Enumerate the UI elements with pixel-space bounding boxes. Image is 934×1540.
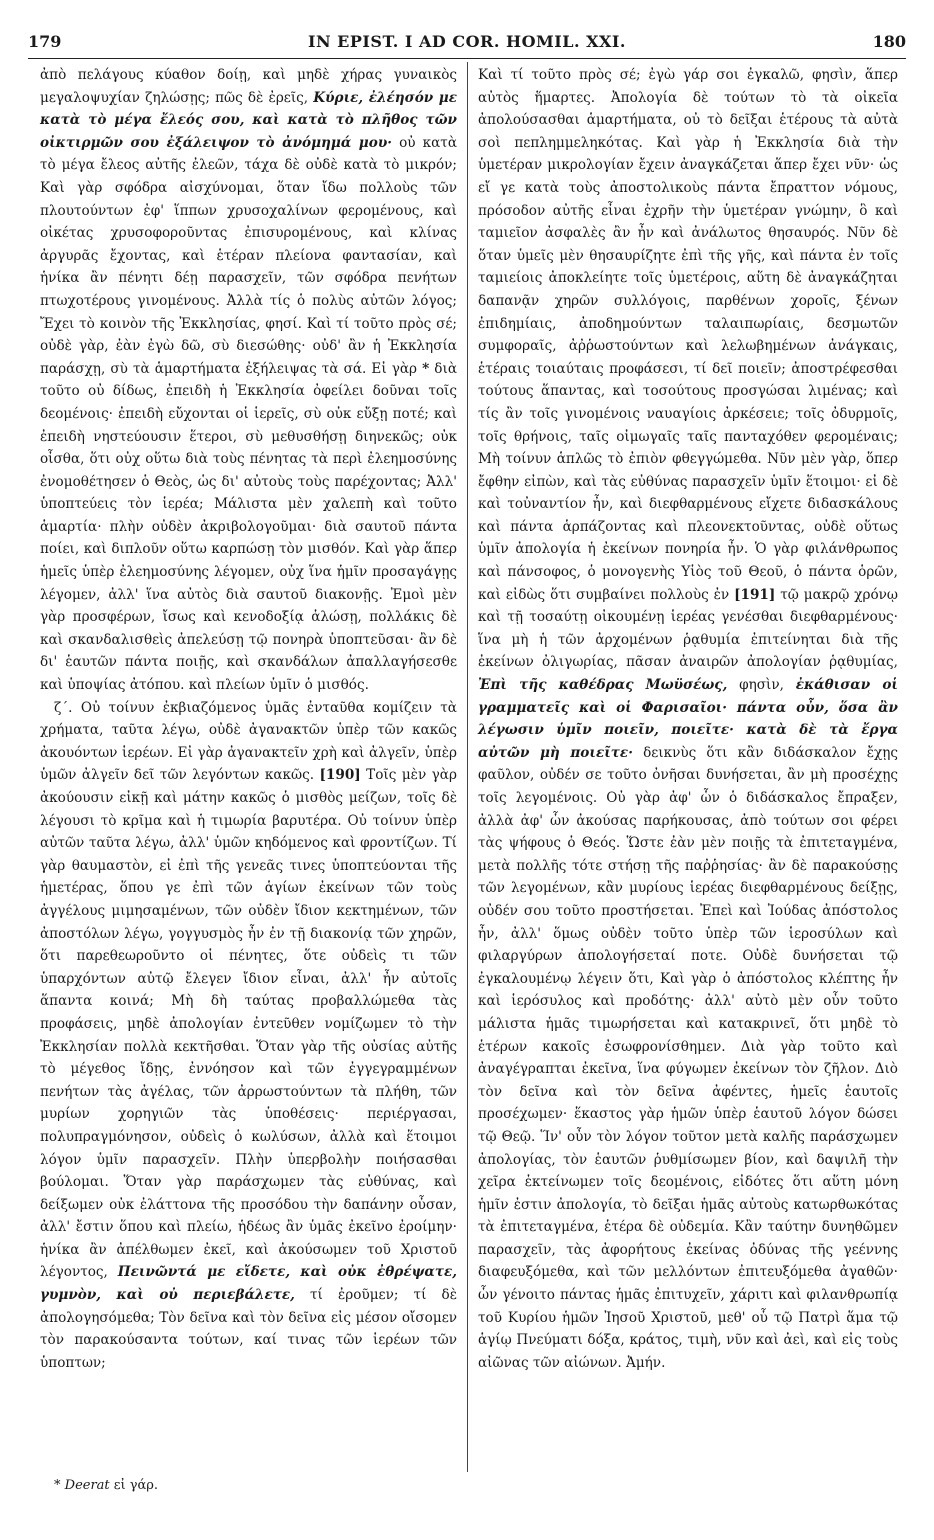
right-column [478, 64, 898, 1374]
text-run: ζ΄. Οὐ τοίνυν ἐκβιαζόμενος ὑμᾶς ἐνταῦθα κομίζειν τὰ χρήματα, ταῦτα λέγω, οὐδὲ ἀγανακτῶν ὑπὲρ τῶν κακῶς ἀκουόντων ἱερέων. Εἰ γὰρ ἀγανακτεῖν χρὴ καὶ ἀλγεῖν, ὑπὲρ ὑμῶν ἀλγεῖν δεῖ τῶν λεγόντων κακῶς. [40, 699, 457, 784]
scripture-quote: Πεινῶντά με εἴδετε, καὶ οὐκ ἐθρέψατε, γυμνὸν, καὶ οὐ περιεβάλετε, [40, 1264, 457, 1304]
text-run: διὰ τοῦτο οὐ δίδως, ἐπειδὴ ἡ Ἐκκλησία ὀφείλει δοῦναι τοῖς δεομένοις· ἐπειδὴ εὔχονται οἱ ἱερεῖς, σὺ οὐκ εὔξῃ ποτέ; καὶ ἐπειδὴ νηστεύουσιν ἕτεροι, σὺ μεθυσθήσῃ διηνεκῶς; οὐκ οἶσθα, ὅτι οὐχ οὕτω διὰ τοὺς πένητας τὰ περὶ ἐλεημοσύνης ἐνομοθέτησεν ὁ Θεὸς, ὡς δι' αὐτοὺς τοὺς παρέχοντας; Ἀλλ' ὑποπτεύεις τὸν ἱερέα; Μάλιστα μὲν χαλεπὴ καὶ τοῦτο ἁμαρτία· πλὴν οὐδὲν ἀκριβολογοῦμαι· διὰ σαυτοῦ πάντα ποίει, καὶ διπλοῦν οὕτω καρπώσῃ τὸν μισθόν. Καὶ γὰρ ἅπερ ἡμεῖς ὑπὲρ ἐλεημοσύνης λέγομεν, οὐχ ἵνα ἡμῖν προσαγάγῃς λέγομεν, ἀλλ' ἵνα αὐτὸς διὰ σαυτοῦ διακονῇς. Ἐμοὶ μὲν γὰρ προσφέρων, ἴσως καὶ κενοδοξίᾳ ἁλώσῃ, πολλάκις δὲ καὶ σκανδαλισθεὶς ἀπελεύσῃ τῷ πονηρὰ ὑποπτεῦσαι· ἂν δὲ δι' ἑαυτῶν πάντα ποιῇς, καὶ σκανδάλων ἀπαλλαγήσεσθε καὶ ὑποψίας ἀτόπου. καὶ πλείων ὑμῖν ὁ μισθός. [40, 360, 457, 694]
footnote-marker: * [422, 360, 430, 377]
text-run: δεικνὺς ὅτι κἂν διδάσκαλον ἔχῃς φαῦλον, οὐδέν σε τοῦτο ὀνῆσαι δυνήσεται, ἂν μὴ προσέχῃς τοῖς λεγομένοις. Οὐ γὰρ ἀφ' ὧν ὁ διδάσκαλος ἔπραξεν, ἀλλὰ ἀφ' ὧν ἀκούσας παρήκουσας, ἀπὸ τούτων σοι φέρει τὰς ψήφους ὁ Θεός. Ὥστε ἐὰν μὲν ποιῇς τὰ ἐπιτεταγμένα, μετὰ πολλῆς τότε στήσῃ τῆς παῤῥησίας· ἂν δὲ παρακούσῃς τῶν λεγομένων, κἂν μυρίους ἱερέας διεφθαρμένους δείξῃς, οὐδέν σου τοῦτο προστήσεται. Ἐπεὶ καὶ Ἰούδας ἀπόστολος ἦν, ἀλλ' ὅμως οὐδὲν τοῦτο ὑπὲρ τῶν ἱεροσύλων καὶ φιλαργύρων ἀπολογήσεταί ποτε. Οὐδὲ δυνήσεται τῷ ἐγκαλουμένῳ λέγειν ὅτι, Καὶ γὰρ ὁ ἀπόστολος κλέπτης ἦν καὶ ἱερόσυλος καὶ προδότης· ἀλλ' αὐτὸ μὲν οὖν τοῦτο μάλιστα ἡμᾶς τιμωρήσεται καὶ κατακρινεῖ, ὅτι μηδὲ τὸ ἑτέρων κακοῖς ἐσωφρονίσθημεν. Διὰ γὰρ τοῦτο καὶ ἀναγέγραπται ἐκεῖνα, ἵνα φύγωμεν ἐκείνων τὸν ζῆλον. Διὸ τὸν δεῖνα καὶ τὸν δεῖνα ἀφέντες, ἡμεῖς ἑαυτοῖς προσέχωμεν· ἕκαστος γὰρ ἡμῶν ὑπὲρ ἑαυτοῦ λόγον δώσει τῷ Θεῷ. Ἵν' οὖν τὸν λόγον τοῦτον μετὰ καλῆς παράσχωμεν ἀπολογίας, τὸν ἑαυτῶν ῥυθμίσωμεν βίον, καὶ δαψιλῆ τὴν χεῖρα ἐκτείνωμεν τοῖς δεομένοις, εἰδότες ὅτι αὕτη μόνη ἡμῖν ἐστιν ἀπολογία, τὸ δεῖξαι ἡμᾶς αὐτοὺς κατωρθωκότας τὰ ἐπιτεταγμένα, ἑτέρα δὲ οὐδεμία. Κἂν ταύτην δυνηθῶμεν παρασχεῖν, τὰς ἀφορήτους ἐκείνας ὀδύνας τῆς γεέννης διαφευξόμεθα, καὶ τῶν μελλόντων ἐπιτευξόμεθα ἀγαθῶν· ὧν γένοιτο πάντας ἡμᾶς ἐπιτυχεῖν, χάριτι καὶ φιλανθρωπίᾳ τοῦ Κυρίου ἡμῶν Ἰησοῦ Χριστοῦ, μεθ' οὗ τῷ Πατρὶ ἅμα τῷ ἁγίῳ Πνεύματι δόξα, κράτος, τιμὴ, νῦν καὶ ἀεὶ, καὶ εἰς τοὺς αἰῶνας τῶν αἰώνων. Ἀμήν. [478, 744, 898, 1371]
page-marker: [190] [319, 767, 361, 784]
page-marker: [191] [734, 586, 776, 603]
text-run: Καὶ τί τοῦτο πρὸς σέ; ἐγὼ γάρ σοι ἐγκαλῶ, φησὶν, ἅπερ αὐτὸς ἥμαρτες. Ἀπολογία δὲ τούτων τὸ τὰ οἰκεῖα ἀπολούσασθαι ἁμαρτήματα, οὐ τὸ δεῖξαι ἑτέρους τὰ αὐτὰ σοὶ πεπλημμεληκότας. Καὶ γὰρ ἡ Ἐκκλησία διὰ τὴν ὑμετέραν μικρολογίαν ἔχειν ἀναγκάζεται ἅπερ ἔχει νῦν· ὡς εἴ γε κατὰ τοὺς ἀποστολικοὺς πάντα ἔπραττον νόμους, πρόσοδον αὐτῆς εἶναι ἐχρῆν τὴν ὑμετέραν γνώμην, ὃ καὶ ταμιεῖον ἀσφαλὲς ἂν ἦν καὶ ἀνάλωτος θησαυρός. Νῦν δὲ ὅταν ὑμεῖς μὲν θησαυρίζητε ἐπὶ τῆς γῆς, καὶ πάντα ἐν τοῖς ταμιείοις ἀποκλείητε τοῖς ὑμετέροις, αὕτη δὲ ἀναγκάζηται δαπανᾷν χηρῶν συλλόγοις, παρθένων χοροῖς, ξένων ἐπιδημίαις, ἀποδημούντων ταλαιπωρίαις, δεσμωτῶν συμφοραῖς, ἀῤῥωστούντων καὶ λελωβημένων ἀνάγκαις, ἑτέραις τοιαύταις προφάσεσι, τί δεῖ ποιεῖν; ἀποστρέφεσθαι τούτους ἅπαντας, καὶ τοσούτους προσγώσαι λιμένας; καὶ τίς ἂν τοῖς γινομένοις ναυαγίοις ἀρκέσειε; τοῖς ὀδυρμοῖς, τοῖς θρήνοις, ταῖς οἰμωγαῖς ταῖς πανταχόθεν φερομέναις; Μὴ τοίνυν ἁπλῶς τὸ ἐπιὸν φθεγγώμεθα. Νῦν μὲν γὰρ, ὅπερ ἔφθην εἰπὼν, καὶ τὰς εὐθύνας παρασχεῖν ὑμῖν ἕτοιμοι· εἰ δὲ καὶ τοὐναντίον ἦν, καὶ διεφθαρμένους εἴχετε διδασκάλους καὶ πάντα ἁρπάζοντας καὶ πλεονεκτοῦντας, οὐδὲ οὕτως ὑμῖν ἀπολογία ἡ ἐκείνων πονηρία ἦν. Ὁ γὰρ φιλάνθρωπος καὶ πάνσοφος, ὁ μονογενὴς Υἱὸς τοῦ Θεοῦ, ὁ πάντα ὁρῶν, καὶ εἰδὼς ὅτι συμβαίνει πολλοὺς ἐν [478, 67, 898, 603]
footnote-marker: * [54, 1478, 61, 1493]
footnote-italic: Deerat [64, 1478, 110, 1493]
left-paragraph-2 [40, 697, 457, 1375]
column-divider [467, 62, 468, 1472]
right-paragraph [478, 64, 898, 1374]
footnote [54, 1478, 158, 1493]
text-run: φησὶν, [727, 677, 796, 694]
running-title: IN EPIST. I AD COR. HOMIL. XXI. [308, 32, 626, 51]
left-column [40, 64, 457, 1374]
text-run: ἀπὸ πελάγους κύαθον δοίῃ, καὶ μηδὲ χήρας γυναικὸς μεγαλοψυχίαν ζηλώσῃς; πῶς δὲ ἐρεῖς, [40, 67, 457, 106]
page-number-left: 179 [28, 32, 62, 51]
text-run: τί ἐροῦμεν; τί δὲ ἀπολογησόμεθα; Τὸν δεῖνα καὶ τὸν δεῖνα εἰς μέσον οἴσομεν τὸν παρακούσαντα τούτων, καί τινας τῶν ἱερέων τῶν ὑποπτων; [40, 1287, 457, 1371]
header-rule [28, 58, 906, 59]
running-header [28, 32, 906, 56]
text-run: οὐ κατὰ τὸ μέγα ἔλεος αὐτῆς ἐλεῶν, τάχα δὲ οὐδὲ κατὰ τὸ μικρόν; Καὶ γὰρ σφόδρα αἰσχύνομαι, ὅταν ἴδω πολλοὺς τῶν πλουτούντων ἐφ' ἵππων χρυσοχαλίνων φερομένους, καὶ οἰκέτας χρυσοφοροῦντας ἐπισυρομένους, καὶ κλίνας ἀργυρᾶς ἔχοντας, καὶ ἑτέραν πλείονα φαντασίαν, καὶ ἡνίκα ἂν πένητι δέῃ παρασχεῖν, τῶν σφόδρα πενήτων πτωχοτέρους γινομένους. Ἀλλὰ τίς ὁ πολὺς αὐτῶν λόγος; Ἔχει τὸ κοινὸν τῆς Ἐκκλησίας, φησί. Καὶ τί τοῦτο πρὸς σέ; οὐδὲ γὰρ, ἐὰν ἐγὼ δῶ, σὺ διεσώθης· οὐδ' ἂν ἡ Ἐκκλησία παράσχῃ, σὺ τὰ ἁμαρτήματα ἐξήλειψας τὰ σά. Εἰ γὰρ [40, 134, 458, 377]
text-run: Τοῖς μὲν γὰρ ἀκούουσιν εἰκῇ καὶ μάτην κακῶς ὁ μισθὸς μείζων, τοῖς δὲ λέγουσι τὸ κρῖμα καὶ ἡ τιμωρία βαρυτέρα. Οὐ τοίνυν ὑπὲρ αὐτῶν ταῦτα λέγω, ἀλλ' ὑμῶν κηδόμενος καὶ φροντίζων. Τί γὰρ θαυμαστὸν, εἰ ἐπὶ τῆς γενεᾶς τινες ὑποπτεύονται τῆς ἡμετέρας, ὅπου γε ἐπὶ τῶν ἁγίων ἐκείνων τῶν τοὺς ἀγγέλους μιμησαμένων, τῶν οὐδὲν ἴδιον κεκτημένων, τῶν ἀποστόλων λέγω, γογγυσμὸς ἦν ἐν τῇ διακονίᾳ τῶν χηρῶν, ὅτι παρεθεωροῦντο οἱ πένητες, ὅτε οὐδεὶς τι τῶν ὑπαρχόντων αὐτῷ ἔλεγεν ἴδιον εἶναι, ἀλλ' ἦν αὐτοῖς ἅπαντα κοινά; Μὴ δὴ ταύτας προβαλλώμεθα τὰς προφάσεις, μηδὲ ἀπολογίαν ἐντεῦθεν νομίζωμεν τὸ τὴν Ἐκκλησίαν πολλὰ κεκτῆσθαι. Ὅταν γὰρ τῆς οὐσίας αὐτῆς τὸ μέγεθος ἴδῃς, ἐννόησον καὶ τῶν ἐγγεγραμμένων πενήτων τὰς ἀγέλας, τῶν ἀρρωστούντων τὰ πλήθη, τῶν μυρίων χορηγιῶν τὰς ὑποθέσεις· περιέργασαι, πολυπραγμόνησον, οὐδεὶς ὁ κωλύσων, ἀλλὰ καὶ ἕτοιμοι λόγον ὑμῖν παρασχεῖν. Πλὴν ὑπερβολὴν ποιήσασθαι βούλομαι. Ὅταν γὰρ παράσχωμεν τὰς εὐθύνας, καὶ δείξωμεν οὐκ ἐλάττονα τῆς προσόδου τὴν δαπάνην οὖσαν, ἀλλ' ἔστιν ὅπου καὶ πλείω, ἡδέως ἂν ὑμᾶς ἐκεῖνο ἐροίμην· ἡνίκα ἂν ἀπέλθωμεν ἐκεῖ, καὶ ἀκούσωμεν τοῦ Χριστοῦ λέγοντος, [40, 767, 457, 1281]
page-number-right: 180 [872, 32, 906, 51]
left-paragraph-1 [40, 64, 457, 697]
scripture-quote: Ἐπὶ τῆς καθέδρας Μωϋσέως, [478, 677, 728, 694]
footnote-text: εἰ γάρ. [113, 1478, 159, 1493]
scripture-quote: ἐκάθισαν οἱ γραμματεῖς καὶ οἱ Φαρισαῖοι· πάντα οὖν, ὅσα ἂν λέγωσιν ὑμῖν ποιεῖν, ποιεῖτε· κατὰ δὲ τὰ ἔργα αὐτῶν μὴ ποιεῖτε· [478, 677, 898, 761]
text-run: τῷ μακρῷ χρόνῳ καὶ τῇ τοσαύτῃ οἰκουμένῃ ἱερέας γενέσθαι διεφθαρμένους· ἵνα μὴ ἡ τῶν ἀρχομένων ῥᾳθυμία ἐπιτείνηται διὰ τῆς ἐκείνων ὀλιγωρίας, πᾶσαν ἀναιρῶν ἀπολογίαν ῥᾳθυμίας, [478, 586, 898, 671]
scripture-quote: Κύριε, ἐλέησόν με κατὰ τὸ μέγα ἔλεός σου, καὶ κατὰ τὸ πλῆθος τῶν οἰκτιρμῶν σου ἐξάλειψον τὸ ἀνόμημά μου· [40, 89, 457, 151]
